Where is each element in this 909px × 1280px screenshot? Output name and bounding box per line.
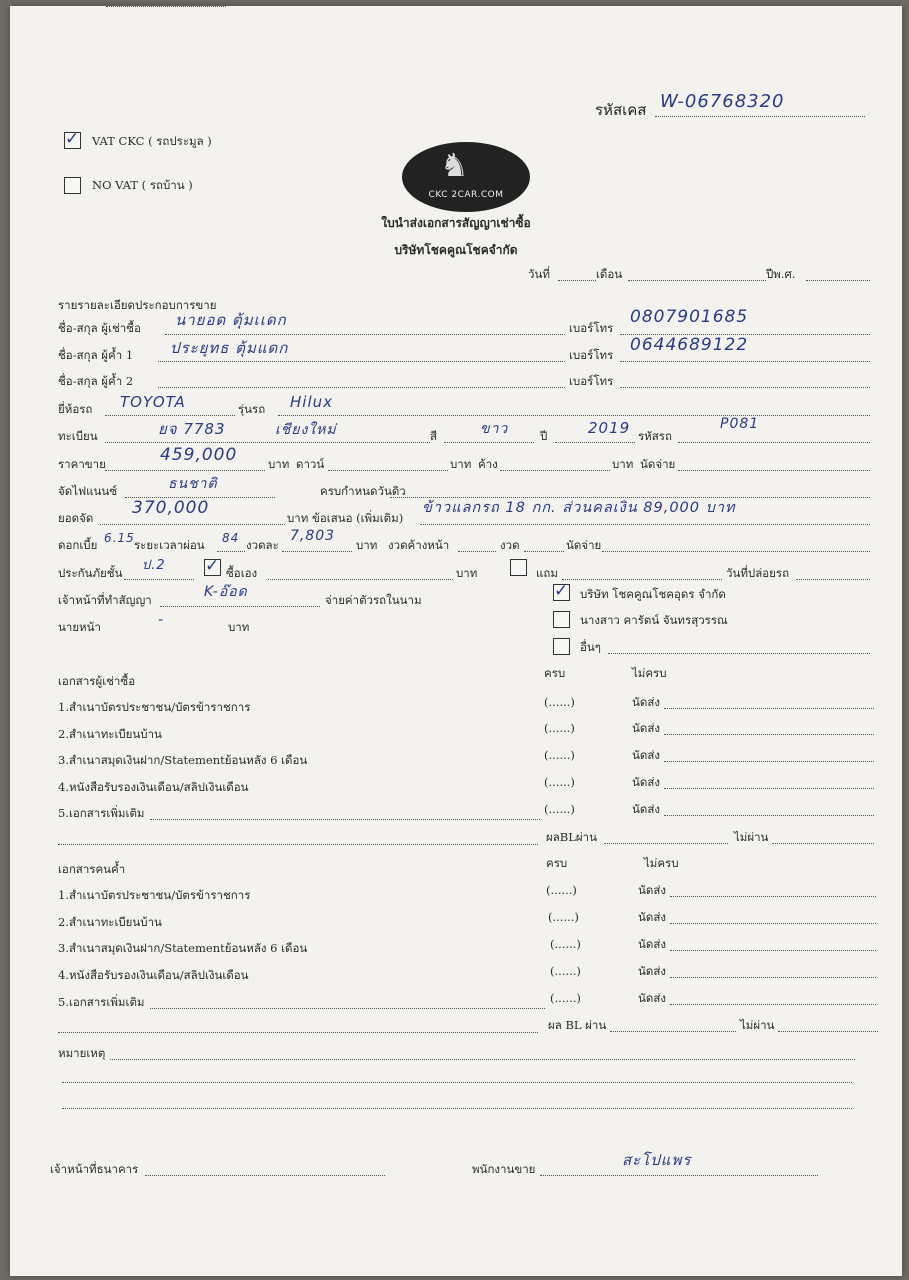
period-label: งวด xyxy=(500,538,520,552)
interest-pay-label: นัดจ่าย xyxy=(566,538,602,552)
registration-plate: ยจ 7783 xyxy=(158,420,226,438)
buyer-doc-5-label: 5.เอกสารเพิ่มเติม xyxy=(58,806,145,820)
self-insure-label: ซื้อเอง xyxy=(226,566,258,580)
guarantor-doc-3-mark: (......) xyxy=(550,937,581,951)
guarantor1-phone: 0644689122 xyxy=(630,335,749,355)
guarantor-doc-2-mark: (......) xyxy=(548,910,579,924)
buyer-phone-label: เบอร์โทร xyxy=(569,321,614,335)
pegasus-icon: ♞ xyxy=(440,146,469,184)
buyer-doc-2-appt: นัดส่ง xyxy=(632,721,660,735)
installment-line xyxy=(282,551,352,552)
buyer-doc-2-label: 2.สำเนาทะเบียนบ้าน xyxy=(58,727,162,741)
offer-line xyxy=(420,524,870,525)
payee-other-checkbox[interactable] xyxy=(553,638,570,655)
interest-value: 6.15 xyxy=(104,531,135,545)
guarantor1-phone-label: เบอร์โทร xyxy=(569,348,614,362)
insurance-line xyxy=(124,579,194,580)
registration-province: เชียงใหม่ xyxy=(275,422,337,438)
guarantor-doc-2-label: 2.สำเนาทะเบียนบ้าน xyxy=(58,915,162,929)
guarantor-bl-fail-line xyxy=(778,1031,878,1032)
buyer-doc-4-appt: นัดส่ง xyxy=(632,775,660,789)
registration-label: ทะเบียน xyxy=(58,429,98,443)
term-value: 84 xyxy=(222,531,240,545)
price-pay-line xyxy=(678,470,870,471)
logo-text: CKC 2CAR.COM xyxy=(428,190,504,200)
remark-line-2 xyxy=(62,1082,852,1083)
remark-line-3 xyxy=(62,1108,852,1109)
loan-label: ยอดจัด xyxy=(58,511,94,525)
due-line xyxy=(390,497,870,498)
buyer-doc-5-mark: (......) xyxy=(544,802,575,816)
broker-line xyxy=(106,6,226,7)
car-code-line xyxy=(678,442,870,443)
check-mark-icon: ✓ xyxy=(65,129,80,149)
buyer-docs-col-incomplete: ไม่ครบ xyxy=(632,666,667,680)
guarantor1-phone-line xyxy=(620,361,870,362)
case-code-value: W-06768320 xyxy=(660,91,785,112)
guarantor-doc-1-line xyxy=(670,896,876,897)
interest-baht: บาท xyxy=(356,538,378,552)
price-baht3: บาท xyxy=(612,457,634,471)
offer-label: บาท ข้อเสนอ (เพิ่มเติม) xyxy=(287,511,404,525)
payee-person-label: นางสาว คารัตน์ จันทรสุวรรณ xyxy=(580,613,728,627)
guarantor-bl-pass-label: ผล BL ผ่าน xyxy=(548,1018,607,1032)
guarantor1-value: ประยุทธ ตุ้มแดก xyxy=(170,339,289,357)
salesperson-label: พนักงานขาย xyxy=(472,1162,536,1176)
document-sheet xyxy=(10,6,902,1276)
brand-line xyxy=(105,415,235,416)
buyer-doc-3-line xyxy=(664,761,874,762)
guarantor-doc-4-line xyxy=(670,977,876,978)
guarantor-docs-heading: เอกสารคนค้ำ xyxy=(58,862,126,876)
buyer-doc-3-appt: นัดส่ง xyxy=(632,748,660,762)
free-insurance-checkbox[interactable] xyxy=(510,559,527,576)
guarantor-doc-1-label: 1.สำเนาบัตรประชาชน/บัตรข้าราชการ xyxy=(58,888,251,902)
buyer-docs-heading: เอกสารผู้เช่าซื้อ xyxy=(58,674,136,688)
salesperson-signature: สะโปแพร xyxy=(622,1151,692,1169)
case-code-line xyxy=(655,116,865,117)
buyer-doc-5-appt: นัดส่ง xyxy=(632,802,660,816)
due-label: ครบกำหนดวันดิว xyxy=(320,484,406,498)
buyer-line xyxy=(165,334,565,335)
buyer-doc-5-appt-line xyxy=(664,815,874,816)
buyer-doc-4-mark: (......) xyxy=(544,775,575,789)
owed-label: ค้าง xyxy=(478,457,498,471)
installment-value: 7,803 xyxy=(290,528,336,544)
buyer-doc-4-label: 4.หนังสือรับรองเงินเดือน/สลิปเงินเดือน xyxy=(58,780,249,794)
buyer-doc-1-line xyxy=(664,708,874,709)
no-vat-label: NO VAT ( รถบ้าน ) xyxy=(92,178,193,192)
payee-other-line xyxy=(608,653,870,654)
model-label: รุ่นรถ xyxy=(238,402,266,416)
date-day-line xyxy=(558,280,596,281)
price-baht1: บาท xyxy=(268,457,290,471)
finance-label: จัดไฟแนนซ์ xyxy=(58,484,118,498)
finance-value: ธนชาติ xyxy=(168,476,218,492)
year-line xyxy=(555,442,635,443)
overdue-label: งวดค้างหน้า xyxy=(388,538,450,552)
pay-name-label: จ่ายค่าตัวรถในนาม xyxy=(325,593,422,607)
overdue-line xyxy=(458,551,496,552)
company-logo xyxy=(402,142,530,212)
price-baht2: บาท xyxy=(450,457,472,471)
year-value: 2019 xyxy=(588,419,631,437)
insurance-value: ป.2 xyxy=(142,558,166,573)
color-label: สี xyxy=(430,429,438,443)
buyer-doc-5-line xyxy=(150,819,540,820)
guarantor-doc-2-line xyxy=(670,923,876,924)
buyer-label: ชื่อ-สกุล ผู้เช่าซื้อ xyxy=(58,321,141,335)
guarantor-docs-col-complete: ครบ xyxy=(546,856,568,870)
no-vat-checkbox[interactable] xyxy=(64,177,81,194)
year-label: ปี xyxy=(540,429,548,443)
date-month-line xyxy=(628,280,766,281)
free-insurance-line xyxy=(562,579,722,580)
case-code-label: รหัสเคส xyxy=(595,101,647,119)
price-line xyxy=(105,470,265,471)
guarantor1-line xyxy=(158,361,565,362)
buyer-bl-pass-line xyxy=(604,843,728,844)
guarantor-doc-3-line xyxy=(670,950,876,951)
guarantor-doc-1-appt: นัดส่ง xyxy=(638,883,666,897)
payee-company-label: บริษัท โชคคูณโชคอุดร จำกัด xyxy=(580,587,726,601)
guarantor2-label: ชื่อ-สกุล ผู้ค้ำ 2 xyxy=(58,374,134,388)
bank-officer-line xyxy=(145,1175,385,1176)
buyer-bl-pass-label: ผลBLผ่าน xyxy=(546,830,597,844)
buyer-phone: 0807901685 xyxy=(630,307,749,327)
price-value: 459,000 xyxy=(160,445,238,465)
car-code-value: P081 xyxy=(720,416,760,432)
guarantor-doc-5-label: 5.เอกสารเพิ่มเติม xyxy=(58,995,145,1009)
car-code-label: รหัสรถ xyxy=(638,429,672,443)
section-details-heading: รายรายละเอียดประกอบการขาย xyxy=(58,298,217,312)
salesperson-line xyxy=(540,1175,818,1176)
guarantor-doc-5-line xyxy=(150,1008,545,1009)
guarantor1-label: ชื่อ-สกุล ผู้ค้ำ 1 xyxy=(58,348,134,362)
installment-label: งวดละ xyxy=(246,538,279,552)
bank-officer-label: เจ้าหน้าที่ธนาคาร xyxy=(50,1162,139,1176)
buyer-doc-1-mark: (......) xyxy=(544,695,575,709)
price-pay-label: นัดจ่าย xyxy=(640,457,676,471)
broker-label: นายหน้า xyxy=(58,620,101,634)
guarantor-doc-5-appt: นัดส่ง xyxy=(638,991,666,1005)
officer-line xyxy=(160,606,320,607)
remark-label: หมายเหตุ xyxy=(58,1046,106,1060)
delivery-label: วันที่ปล่อยรถ xyxy=(726,566,790,580)
buyer-bl-fail-line xyxy=(772,843,874,844)
date-year-label: ปีพ.ศ. xyxy=(766,267,796,281)
date-day-label: วันที่ xyxy=(528,267,550,281)
color-line xyxy=(444,442,534,443)
guarantor-doc-5-appt-line xyxy=(670,1004,876,1005)
registration-line xyxy=(105,442,430,443)
insurance-baht: บาท xyxy=(456,566,478,580)
buyer-doc-3-mark: (......) xyxy=(544,748,575,762)
guarantor-doc-4-appt: นัดส่ง xyxy=(638,964,666,978)
date-year-line xyxy=(806,280,870,281)
payee-person-checkbox[interactable] xyxy=(553,611,570,628)
buyer-value: นายอด ตุ้มเเดก xyxy=(175,311,287,329)
guarantor-doc-4-label: 4.หนังสือรับรองเงินเดือน/สลิปเงินเดือน xyxy=(58,968,249,982)
interest-pay-line xyxy=(602,551,870,552)
buyer-doc-2-line xyxy=(664,734,874,735)
broker-baht: บาท xyxy=(228,620,250,634)
guarantor-doc-1-mark: (......) xyxy=(546,883,577,897)
payee-other-label: อื่นๆ xyxy=(580,640,601,654)
free-insurance-label: แถม xyxy=(536,566,558,580)
buyer-doc-4-line xyxy=(664,788,874,789)
buyer-doc-3-label: 3.สำเนาสมุดเงินฝาก/Statementย้อนหลัง 6 เดือน xyxy=(58,753,308,767)
term-label: ระยะเวลาผ่อน xyxy=(134,538,205,552)
loan-line xyxy=(100,524,285,525)
guarantor-doc-2-appt: นัดส่ง xyxy=(638,910,666,924)
period-line xyxy=(524,551,564,552)
term-line xyxy=(217,551,245,552)
guarantor-docs-extra-line xyxy=(58,1032,538,1033)
brand-value: TOYOTA xyxy=(120,393,186,411)
check-mark-icon: ✓ xyxy=(554,581,569,601)
check-mark-icon: ✓ xyxy=(205,556,220,576)
buyer-doc-1-appt: นัดส่ง xyxy=(632,695,660,709)
buyer-docs-extra-line xyxy=(58,844,538,845)
officer-label: เจ้าหน้าที่ทำสัญญา xyxy=(58,593,152,607)
guarantor-doc-5-mark: (......) xyxy=(550,991,581,1005)
insurance-label: ประกันภัยชั้น xyxy=(58,566,123,580)
model-line xyxy=(278,415,870,416)
broker-value: - xyxy=(158,612,165,628)
guarantor-doc-3-label: 3.สำเนาสมุดเงินฝาก/Statementย้อนหลัง 6 เดือน xyxy=(58,941,308,955)
guarantor-doc-4-mark: (......) xyxy=(550,964,581,978)
offer-value: ข้าวแลกรถ 18 กก. ส่วนคลเงิน 89,000 บาท xyxy=(422,500,736,516)
officer-value: K-อ๊อด xyxy=(204,584,248,600)
buyer-doc-1-label: 1.สำเนาบัตรประชาชน/บัตรข้าราชการ xyxy=(58,700,251,714)
color-value: ขาว xyxy=(480,421,509,437)
interest-label: ดอกเบี้ย xyxy=(58,538,98,552)
model-value: Hilux xyxy=(290,393,333,411)
company-name: บริษัทโชคคูณโชคจำกัด xyxy=(394,243,518,257)
self-insure-line xyxy=(268,579,453,580)
buyer-doc-2-mark: (......) xyxy=(544,721,575,735)
guarantor2-line xyxy=(158,387,565,388)
owed-line xyxy=(500,470,610,471)
price-label: ราคาขาย xyxy=(58,457,106,471)
down-label: ดาวน์ xyxy=(296,457,325,471)
buyer-docs-col-complete: ครบ xyxy=(544,666,566,680)
remark-line-1 xyxy=(110,1059,855,1060)
guarantor2-phone-label: เบอร์โทร xyxy=(569,374,614,388)
guarantor-doc-3-appt: นัดส่ง xyxy=(638,937,666,951)
delivery-line xyxy=(796,579,870,580)
guarantor2-phone-line xyxy=(620,387,870,388)
vat-ckc-label: VAT CKC ( รถประมูล ) xyxy=(92,134,212,148)
guarantor-bl-pass-line xyxy=(610,1031,736,1032)
buyer-bl-fail-label: ไม่ผ่าน xyxy=(734,830,769,844)
loan-value: 370,000 xyxy=(132,498,210,518)
down-line xyxy=(328,470,448,471)
date-month-label: เดือน xyxy=(596,267,623,281)
document-title: ใบนำส่งเอกสารสัญญาเช่าซื้อ xyxy=(381,216,531,230)
brand-label: ยี่ห้อรถ xyxy=(58,402,93,416)
guarantor-bl-fail-label: ไม่ผ่าน xyxy=(740,1018,775,1032)
guarantor-docs-col-incomplete: ไม่ครบ xyxy=(644,856,679,870)
